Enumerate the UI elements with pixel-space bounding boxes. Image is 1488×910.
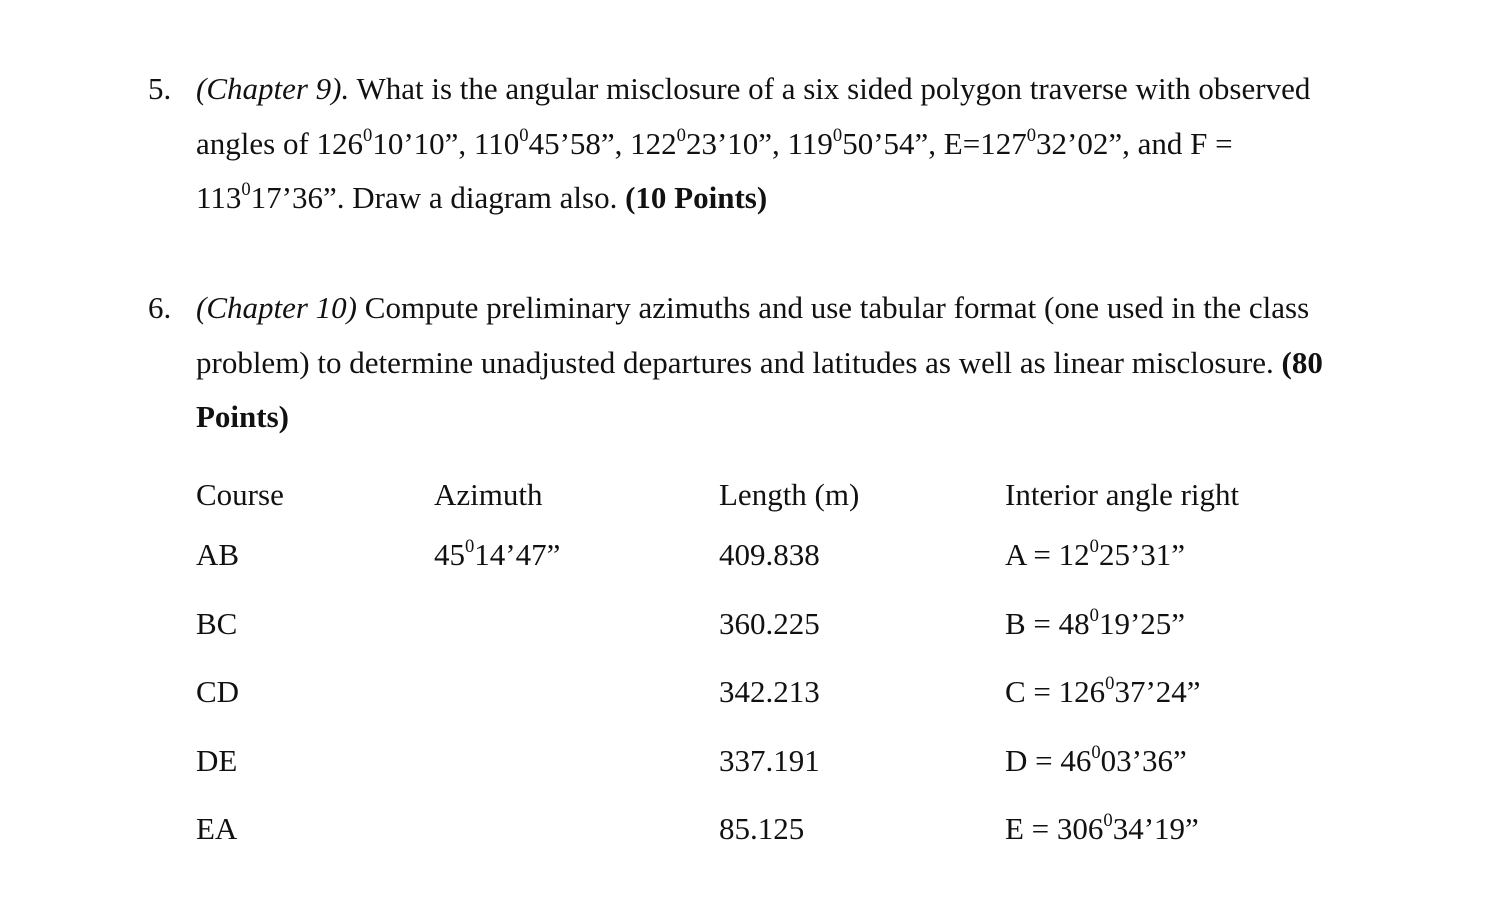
table-row xyxy=(196,590,1325,659)
problem-6-chapter: (Chapter 10) xyxy=(196,290,358,325)
cell-angle: $D = 46^003’36$” xyxy=(1005,741,1187,778)
table-row xyxy=(196,658,1325,727)
cell-angle: $B = 48^019’25$” xyxy=(1005,604,1186,641)
header-interior-angle: Interior angle right xyxy=(1005,476,1240,512)
problem-6-line-2: problem) to determine unadjusted departures and latitudes as well as linear misclosure. (80 xyxy=(196,344,1323,380)
cell-angle: $E = 306^034’19$” xyxy=(1005,810,1199,847)
table-row xyxy=(196,521,1325,590)
cell-length: 360.225 xyxy=(719,605,820,641)
table-header-row xyxy=(196,468,1325,521)
problem-6-line-1: (Chapter 10) Compute preliminary azimuths and use tabular format (one used in the class xyxy=(196,290,1310,325)
problem-6-text xyxy=(196,281,1368,445)
problem-5-text xyxy=(196,62,1368,226)
problem-6-points-part1: (80 xyxy=(1281,344,1323,380)
cell-length: 337.191 xyxy=(719,742,820,778)
cell-length: 409.838 xyxy=(719,537,820,573)
traverse-table xyxy=(196,468,1325,864)
problem-6-number: 6. xyxy=(148,290,172,325)
problem-5-line-1: (Chapter 9). What is the angular misclosure of a six sided polygon traverse with observed xyxy=(196,71,1311,106)
problem-6-line-3 xyxy=(196,390,1368,445)
problem-5-chapter: (Chapter 9). xyxy=(196,71,350,106)
cell-course: BC xyxy=(196,605,238,641)
cell-length: 342.213 xyxy=(719,674,820,710)
cell-angle: $A = 12^025’31$” xyxy=(1005,536,1186,573)
cell-azimuth: $45^014’47$” xyxy=(434,536,561,573)
header-azimuth: Azimuth xyxy=(434,476,543,512)
problem-6-points-part2: Points) xyxy=(196,399,289,434)
problem-5-line-2: angles of $126^010’10$”, $110^045’58$”, $122^023’10$”, $119^050’54$”, $E=127^032’02$”, and F = xyxy=(196,124,1233,161)
cell-course: DE xyxy=(196,742,238,778)
cell-course: EA xyxy=(196,811,238,847)
cell-length: 85.125 xyxy=(719,811,805,847)
cell-azimuth xyxy=(434,590,719,659)
problem-5-line-3: $113^017’36$”. Draw a diagram also. (10 Points) xyxy=(196,178,768,215)
problem-5-points: (10 Points) xyxy=(625,180,768,215)
cell-azimuth xyxy=(434,795,719,864)
cell-course: AB xyxy=(196,537,240,573)
cell-azimuth xyxy=(434,727,719,796)
cell-angle: $C = 126^037’24$” xyxy=(1005,673,1201,710)
cell-azimuth xyxy=(434,658,719,727)
table-row xyxy=(196,727,1325,796)
header-course: Course xyxy=(196,476,284,512)
problem-5-number: 5. xyxy=(148,71,172,106)
table-row xyxy=(196,795,1325,864)
header-length: Length (m) xyxy=(719,476,860,512)
cell-course: CD xyxy=(196,674,240,710)
